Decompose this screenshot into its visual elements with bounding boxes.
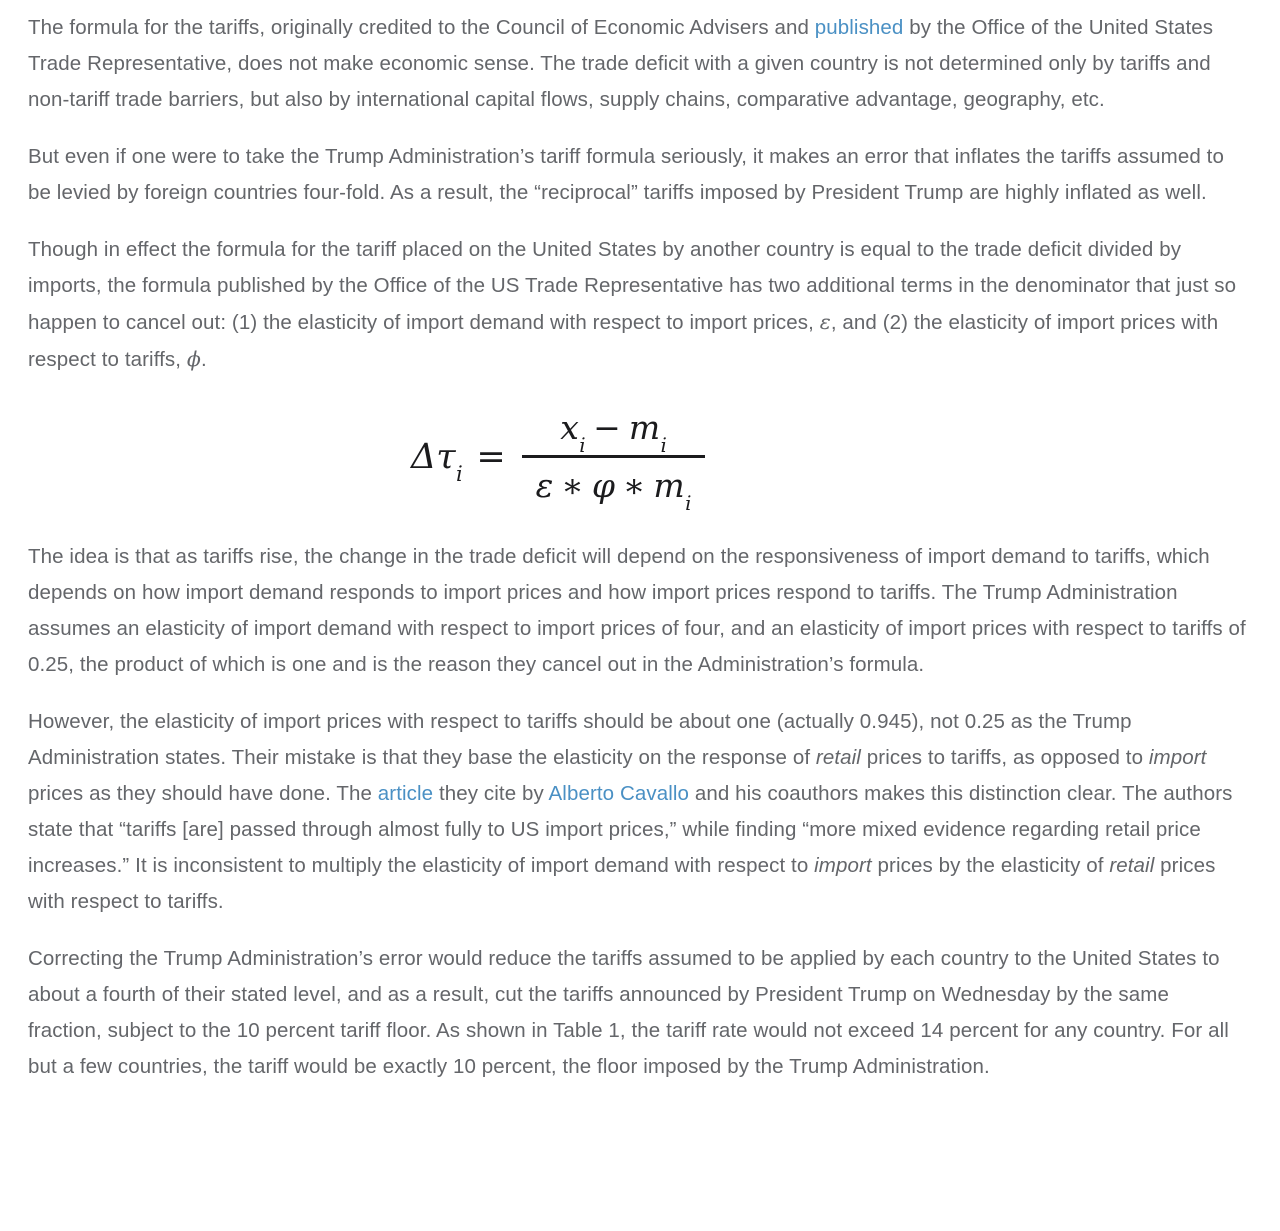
text-run: But even if one were to take the Trump Administration’s tariff formula seriously, it makes an error that inflates the tariffs assumed to be levied by foreign countries four-fold. As a result, the “reciprocal” tariffs imposed by President Trump are highly inflated as well. [28, 145, 1224, 204]
paragraph-6 [28, 941, 1246, 1085]
link-published[interactable]: published [814, 16, 904, 39]
formula-fraction [522, 408, 705, 515]
text-run: by the Office of the United States Trade Representative, does not make economic sense. The trade deficit with a given country is not determined only by tariffs and non-tariff trade barriers, but also by international capital flows, supply chains, comparative advantage, geography, etc. [28, 16, 1214, 111]
paragraph-5 [28, 704, 1246, 920]
paragraph-2 [28, 139, 1246, 211]
phi-symbol: φ [591, 466, 615, 505]
text-run: they cite by [433, 782, 549, 805]
asterisk-operator: ∗ [561, 466, 584, 505]
text-run: The idea is that as tariffs rise, the change in the trade deficit will depend on the responsiveness of import demand to tariffs, which depends on how import demand responds to import prices and how import prices respond to tariffs. The Trump Administration assumes an elasticity of import demand with respect to import prices of four, and an elasticity of import prices with respect to tariffs of 0.25, the product of which is one and is the reason they cancel out in the Administration’s formula. [28, 545, 1246, 676]
paragraph-4 [28, 539, 1246, 683]
minus-sign: − [593, 408, 621, 447]
text-run: and his coauthors makes this distinction clear. The authors state that “tariffs [are] passed through almost fully to US import prices,” while finding “more mixed evidence regarding retail price increases.” It is inconsistent to multiply the elasticity of import demand with respect to [28, 782, 1233, 877]
equals-sign: = [476, 436, 506, 477]
text-run: prices to tariffs, as opposed to [860, 746, 1149, 769]
epsilon-symbol: ε [819, 310, 831, 334]
tariff-formula [28, 408, 1246, 515]
paragraph-1 [28, 10, 1246, 118]
italic-retail: retail [1109, 854, 1155, 877]
text-run: prices with respect to tariffs. [28, 854, 1216, 913]
italic-import: import [814, 854, 872, 877]
text-run: . [200, 348, 207, 371]
formula-numerator: $x_i - m_i$ [560, 408, 667, 457]
subscript-i: i [579, 433, 586, 457]
text-run: Though in effect the formula for the tariff placed on the United States by another country is equal to the trade deficit divided by imports, the formula published by the Office of the US Trade Representative has two additional terms in the denominator that just so happen to cancel out: (1) the elasticity of import demand with respect to import prices, [28, 238, 1237, 334]
formula-lhs: $\Delta\tau_i$ [410, 436, 463, 486]
link-article[interactable]: article [377, 782, 434, 805]
asterisk-operator: ∗ [622, 466, 646, 505]
subscript-i: i [685, 491, 692, 515]
paragraph-3 [28, 232, 1246, 378]
subscript-i: i [456, 461, 463, 486]
formula-denominator: ε ∗ φ ∗ $m_i$ [522, 455, 705, 505]
text-run: prices by the elasticity of [871, 854, 1110, 877]
text-run: The formula for the tariffs, originally credited to the Council of Economic Advisers and [28, 16, 815, 39]
text-run: prices as they should have done. The [28, 782, 378, 805]
subscript-i: i [660, 433, 667, 457]
text-run: However, the elasticity of import prices with respect to tariffs should be about one (actually 0.945), not 0.25 as the Trump Administration states. Their mistake is that they base the elasticity on the response of [28, 710, 1132, 769]
text-run: Correcting the Trump Administration’s error would reduce the tariffs assumed to be applied by each country to the United States to about a fourth of their stated level, and as a result, cut the tariffs announced by President Trump on Wednesday by the same fraction, subject to the 10 percent tariff floor. As shown in Table 1, the tariff rate would not exceed 14 percent for any country. For all but a few countries, the tariff would be exactly 10 percent, the floor imposed by the Trump Administration. [28, 947, 1229, 1078]
phi-symbol: ϕ [186, 347, 201, 371]
epsilon-symbol: ε [535, 466, 554, 505]
italic-retail: retail [815, 746, 861, 769]
link-alberto-cavallo[interactable]: Alberto Cavallo [548, 782, 690, 805]
text-run: , and (2) the elasticity of import prices with respect to tariffs, [28, 311, 1219, 371]
italic-import: import [1148, 746, 1207, 769]
formula-expression [410, 408, 705, 515]
